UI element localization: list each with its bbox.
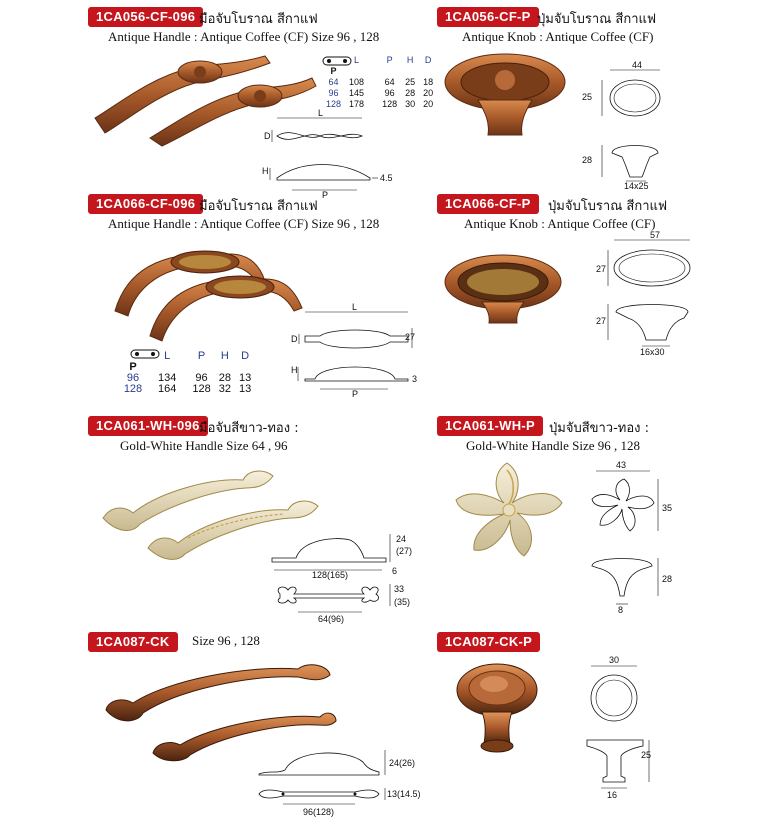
product-thai-name: มือจับโบราณ สีกาแฟ [199, 199, 318, 214]
handle-side-dimension-drawing [290, 357, 430, 397]
svg-text:P: P [352, 389, 359, 399]
knob-side-dimension-drawing [583, 732, 663, 802]
handle-side-dimension-drawing [255, 742, 415, 782]
knob-side-dimension-drawing [580, 135, 670, 190]
knob-top-dimension-drawing [594, 232, 694, 292]
handle-top-dimension-drawing [268, 582, 411, 628]
product-code-tag: 1CA066-CF-096 [88, 194, 203, 214]
svg-text:35: 35 [662, 503, 673, 513]
svg-text:4.5: 4.5 [380, 173, 393, 183]
product-subtitle: Antique Handle : Antique Coffee (CF) Size 96 , 128 [108, 29, 380, 44]
svg-text:3: 3 [412, 374, 418, 384]
svg-text:(27): (27) [396, 546, 413, 556]
handle-side-dimension-drawing [262, 160, 402, 200]
product-subtitle: Antique Handle : Antique Coffee (CF) Size 96 , 128 [108, 216, 380, 231]
svg-text:D: D [291, 334, 298, 344]
svg-text:27: 27 [596, 264, 607, 274]
antique-handle-image [110, 236, 320, 346]
product-code-tag: 1CA066-CF-P [437, 194, 539, 214]
svg-text:25: 25 [641, 750, 652, 760]
svg-text:16x30: 16x30 [640, 347, 665, 357]
handle-side-dimension-drawing [268, 530, 413, 580]
handle-top-dimension-drawing [290, 302, 420, 351]
svg-text:33: 33 [394, 584, 405, 594]
svg-text:28: 28 [582, 155, 593, 165]
product-subtitle: Antique Knob : Antique Coffee (CF) [464, 216, 656, 231]
product-code-tag: 1CA087-CK [88, 632, 178, 652]
product-thai-name: ปุ่มจับโบราณ สีกาแฟ [548, 199, 668, 214]
product-code-tag: 1CA056-CF-096 [88, 7, 203, 27]
svg-text:64(96): 64(96) [318, 614, 345, 624]
gold-white-knob-image [452, 458, 567, 563]
svg-text:H: H [262, 166, 269, 176]
product-thai-name: มือจับโบราณ สีกาแฟ [199, 12, 318, 27]
svg-text:27: 27 [596, 316, 607, 326]
bronze-knob-image [452, 660, 542, 755]
product-code-tag: 1CA087-CK-P [437, 632, 540, 652]
size-table: L P H D P 64 108 64 25 18 96 145 96 28 20 128 178 128 30 20 [326, 55, 434, 109]
svg-text:24(26): 24(26) [389, 758, 416, 768]
knob-top-dimension-drawing [583, 655, 663, 730]
svg-text:28: 28 [662, 574, 673, 584]
product-subtitle: Antique Knob : Antique Coffee (CF) [462, 29, 654, 44]
svg-text:43: 43 [616, 460, 627, 470]
svg-text:24: 24 [396, 534, 407, 544]
svg-text:128(165): 128(165) [312, 570, 349, 580]
svg-text:13(14.5): 13(14.5) [387, 789, 421, 799]
svg-text:L: L [352, 302, 358, 312]
knob-side-dimension-drawing [594, 296, 694, 358]
svg-text:27: 27 [405, 332, 416, 342]
svg-text:8: 8 [618, 605, 624, 615]
product-subtitle: Gold-White Handle Size 64 , 96 [120, 438, 288, 453]
svg-text:6: 6 [392, 566, 398, 576]
svg-text:16: 16 [607, 790, 618, 800]
product-thai-name: ปุ่มจับโบราณ สีกาแฟ [537, 12, 657, 27]
svg-text:57: 57 [650, 230, 661, 240]
svg-text:44: 44 [632, 60, 643, 70]
antique-knob-image [440, 50, 570, 145]
svg-text:D: D [264, 131, 271, 141]
svg-text:30: 30 [609, 655, 620, 665]
product-subtitle: Gold-White Handle Size 96 , 128 [466, 438, 641, 453]
knob-top-dimension-drawing [590, 460, 680, 535]
svg-text:L: L [318, 108, 324, 118]
svg-text:96(128): 96(128) [303, 807, 335, 817]
handle-top-dimension-drawing [255, 784, 425, 820]
product-code-tag: 1CA056-CF-P [437, 7, 539, 27]
svg-text:25: 25 [582, 92, 593, 102]
svg-text:(35): (35) [394, 597, 411, 607]
svg-text:14x25: 14x25 [624, 181, 649, 191]
product-thai-name: ปุ่มจับสีขาว-ทอง : [549, 421, 650, 436]
size-table: L P H D P 96 134 96 28 13 128 164 128 32 13 [123, 349, 252, 395]
knob-side-dimension-drawing [590, 552, 680, 614]
antique-knob-image [440, 248, 570, 328]
product-code-tag: 1CA061-WH-096 [88, 416, 208, 436]
product-thai-name: มือจับสีขาว-ทอง : [199, 421, 299, 436]
knob-top-dimension-drawing [580, 60, 670, 129]
product-subtitle: Size 96 , 128 [192, 633, 260, 648]
handle-top-dimension-drawing [262, 108, 382, 152]
svg-text:P: P [322, 190, 329, 200]
svg-text:H: H [291, 365, 298, 375]
product-code-tag: 1CA061-WH-P [437, 416, 543, 436]
